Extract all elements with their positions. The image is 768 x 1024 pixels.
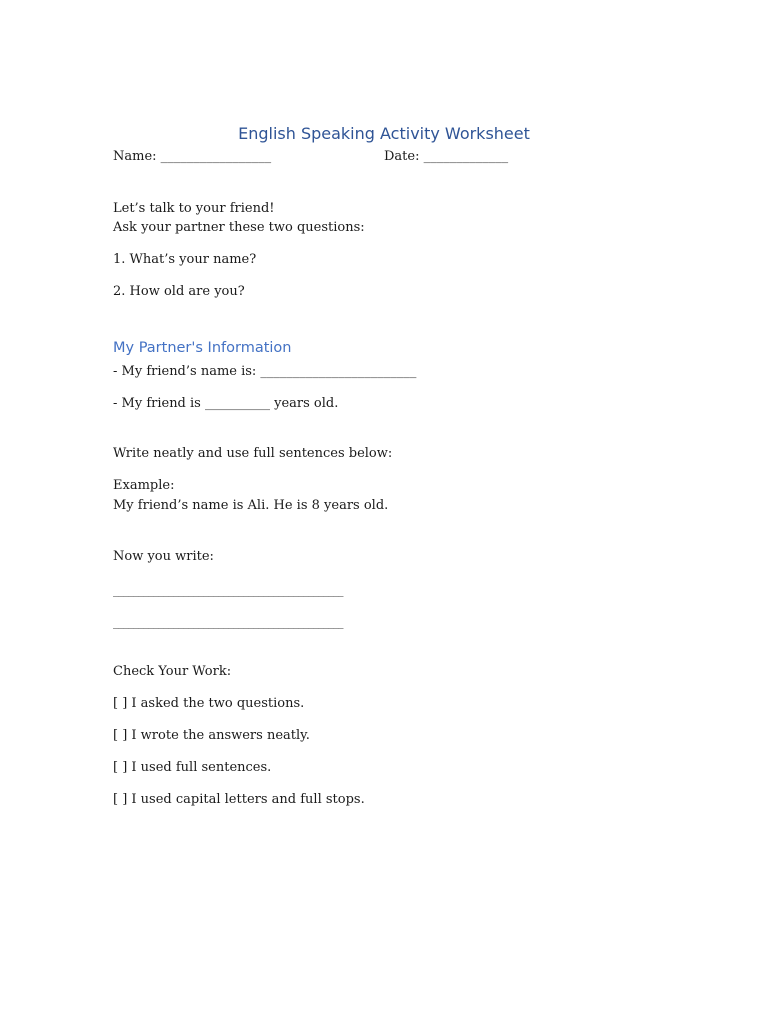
example-label: Example: bbox=[113, 478, 175, 493]
checklist-item[interactable]: [ ] I used full sentences. bbox=[113, 760, 272, 775]
date-field-line[interactable]: Date: _____________ bbox=[384, 149, 509, 164]
checklist-heading: Check Your Work: bbox=[113, 664, 232, 679]
intro-line-1: Let’s talk to your friend! bbox=[113, 201, 275, 216]
partner-info-heading: My Partner's Information bbox=[113, 340, 292, 356]
question-1: 1. What’s your name? bbox=[113, 252, 257, 267]
example-text: My friend’s name is Ali. He is 8 years old. bbox=[113, 498, 389, 513]
friend-age-prompt[interactable]: - My friend is __________ years old. bbox=[113, 396, 339, 411]
intro-line-2: Ask your partner these two questions: bbox=[113, 220, 365, 235]
friend-name-prompt[interactable]: - My friend’s name is: ________________________ bbox=[113, 364, 417, 379]
answer-line-1[interactable]: ______________________________________________ bbox=[113, 584, 343, 597]
now-you-write-label: Now you write: bbox=[113, 549, 214, 564]
checklist-item[interactable]: [ ] I wrote the answers neatly. bbox=[113, 728, 310, 743]
writing-instruction: Write neatly and use full sentences below: bbox=[113, 446, 393, 461]
answer-line-2[interactable]: ______________________________________________ bbox=[113, 616, 343, 629]
name-field-line[interactable]: Name: _________________ bbox=[113, 149, 272, 164]
checklist-item[interactable]: [ ] I used capital letters and full stops. bbox=[113, 792, 365, 807]
question-2: 2. How old are you? bbox=[113, 284, 245, 299]
worksheet-title: English Speaking Activity Worksheet bbox=[238, 124, 530, 143]
checklist-item[interactable]: [ ] I asked the two questions. bbox=[113, 696, 305, 711]
